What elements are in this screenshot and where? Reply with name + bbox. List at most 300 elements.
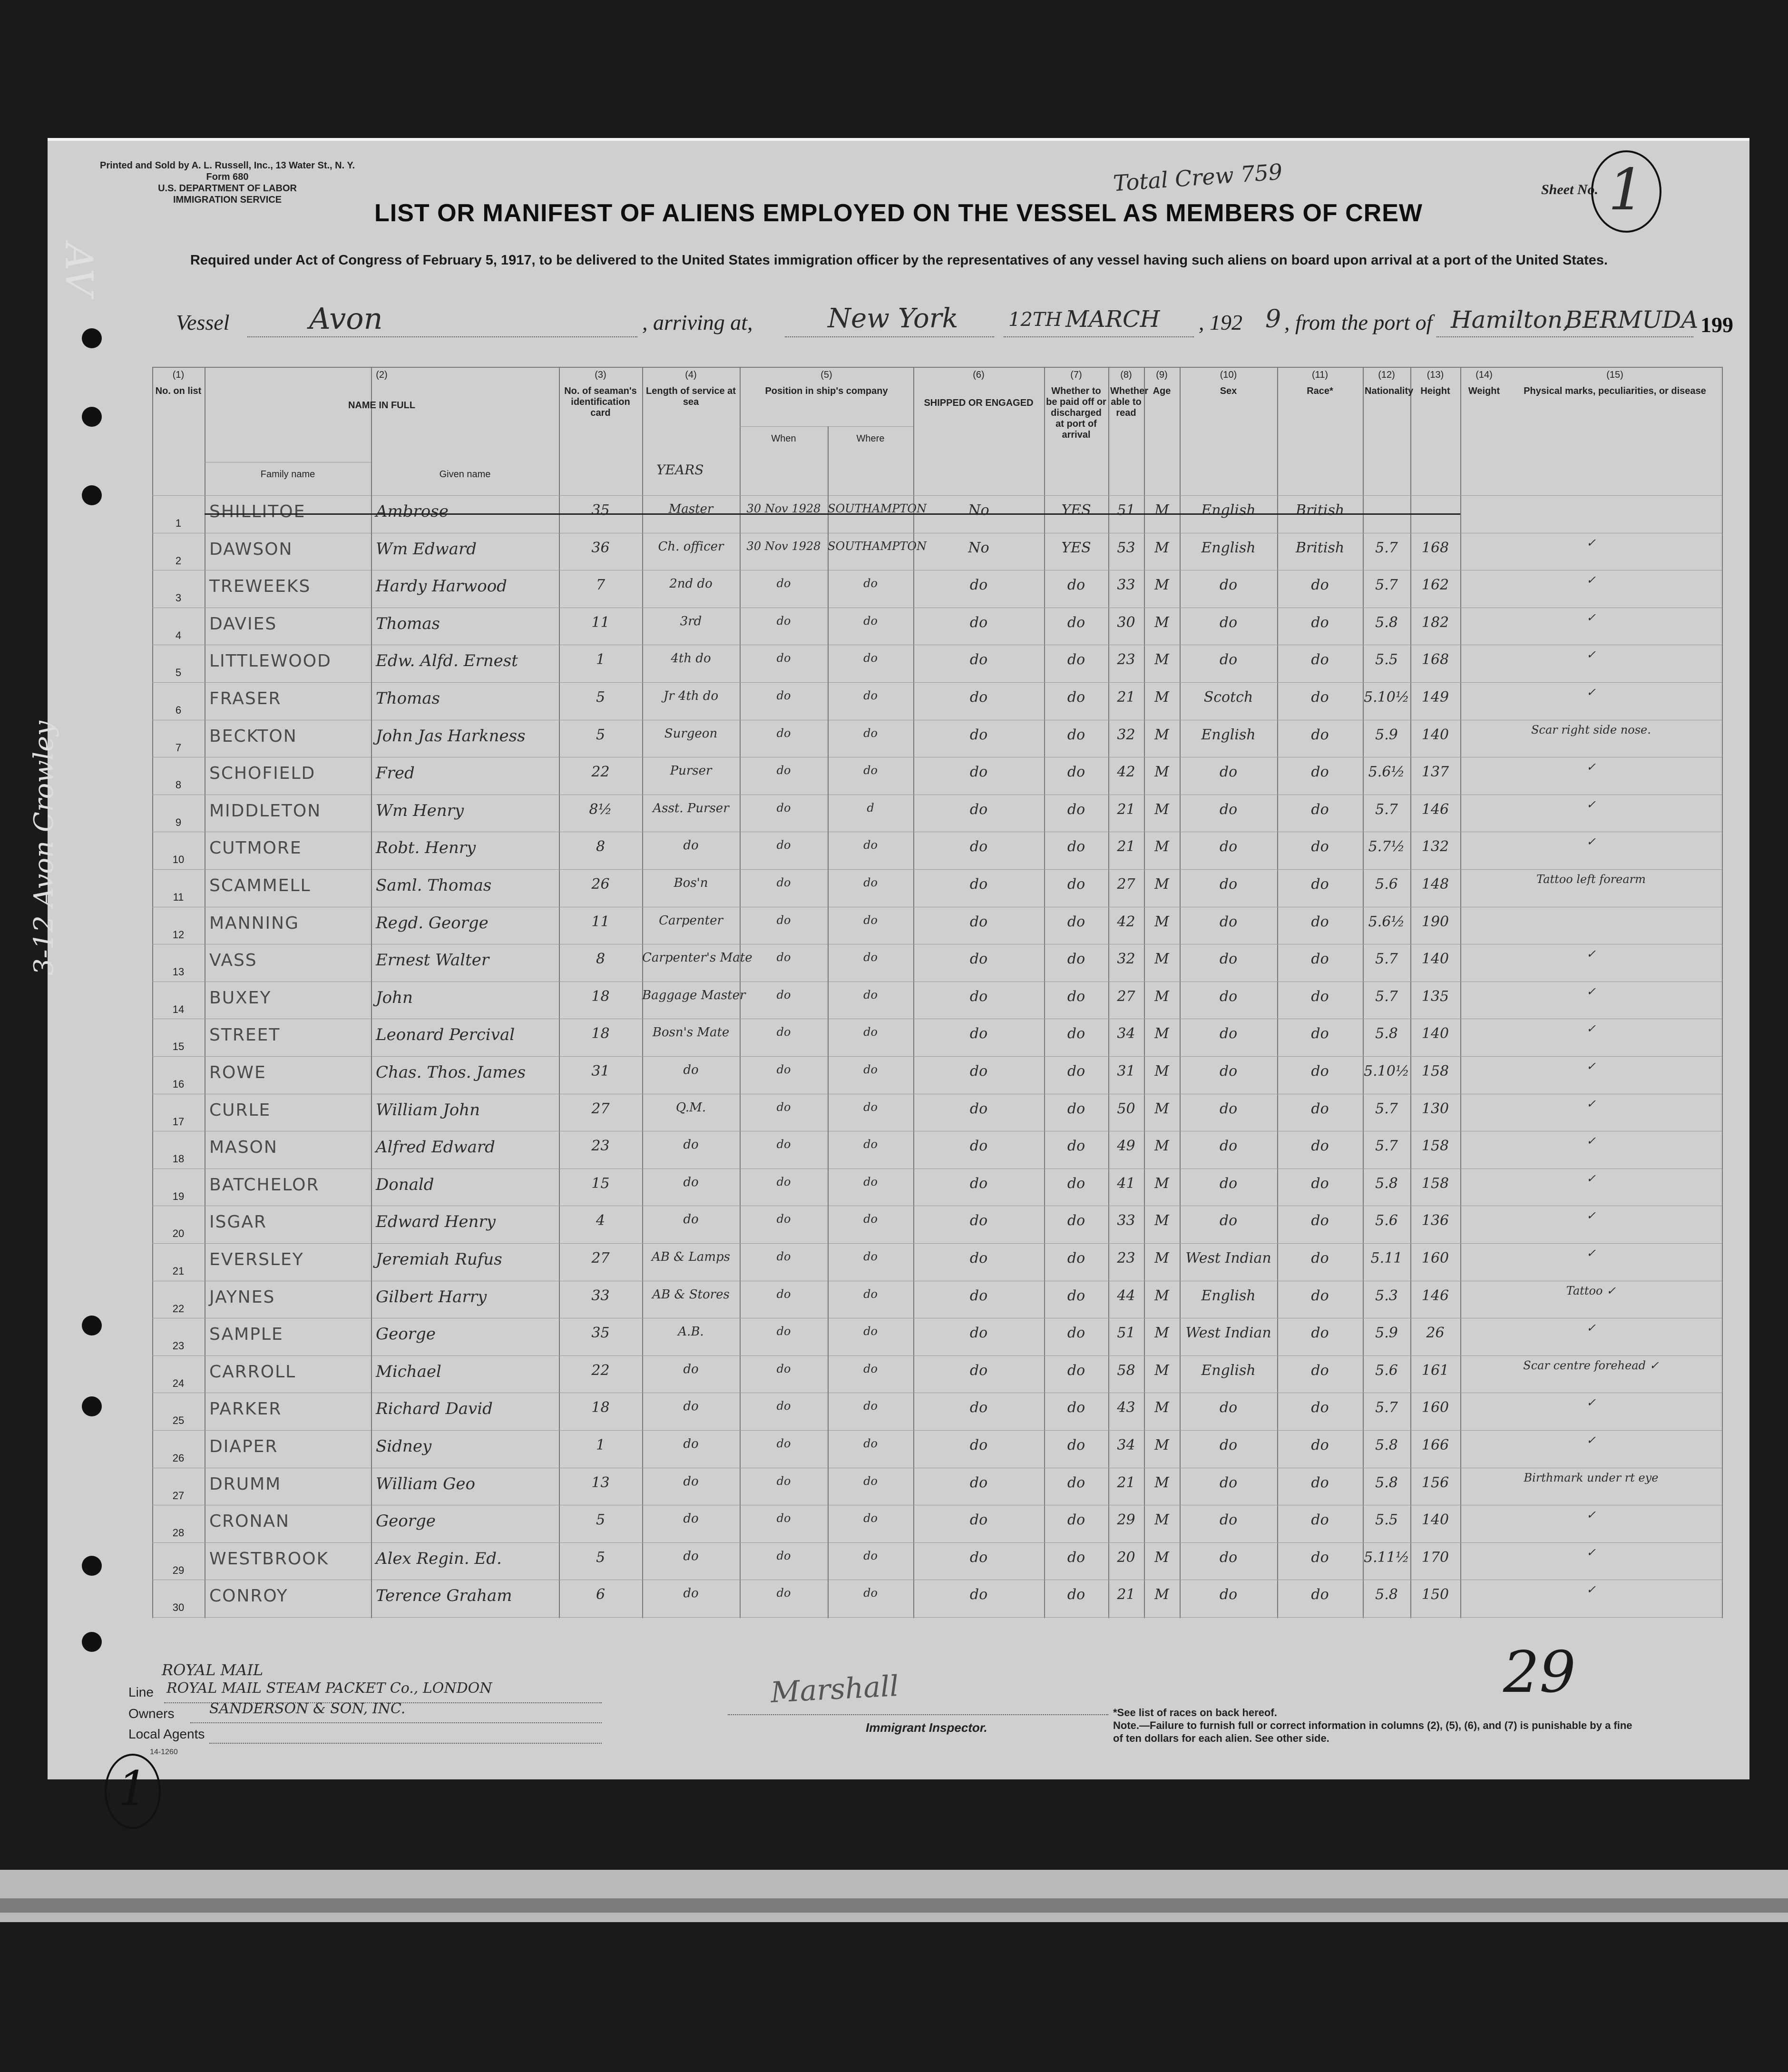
- cell-marks: ✓: [1586, 536, 1596, 550]
- date-underline: [1004, 335, 1194, 337]
- cell-svc: 35: [591, 502, 610, 519]
- cell-paid: do: [969, 689, 988, 706]
- cell-svc: 26: [591, 876, 610, 893]
- cell-svc: 6: [596, 1586, 606, 1603]
- cell-where: SOUTHAMPTON: [828, 502, 927, 515]
- cell-no: 19: [172, 1190, 185, 1202]
- circled-number: 1: [105, 1754, 161, 1829]
- cell-ht: 5.6: [1375, 876, 1398, 893]
- cell-age: 42: [1117, 913, 1135, 930]
- cell-pos: Asst. Purser: [653, 801, 729, 815]
- cell-age: 34: [1117, 1437, 1135, 1453]
- cell-no: 21: [172, 1265, 185, 1277]
- cell-no: 24: [172, 1377, 185, 1389]
- cell-wt: 146: [1421, 1287, 1449, 1304]
- cell-paid: do: [969, 1212, 988, 1229]
- year-prefix: , 192: [1199, 310, 1242, 334]
- cell-paid: No: [968, 502, 989, 519]
- cell-wt: 140: [1421, 726, 1449, 743]
- cell-paid: do: [969, 1138, 988, 1155]
- cell-ht: 5.7: [1375, 1138, 1398, 1155]
- cell-read: do: [1067, 577, 1085, 594]
- cell-svc: 7: [596, 577, 606, 594]
- cell-pos: Ch. officer: [658, 539, 724, 554]
- cell-paid: do: [969, 1100, 988, 1117]
- cell-no: 9: [175, 816, 182, 828]
- sub-header-family: Family name: [260, 469, 315, 480]
- cell-svc: 5: [596, 1512, 606, 1529]
- cell-paid: do: [969, 1175, 988, 1192]
- year-suffix: 9: [1265, 305, 1281, 334]
- cell-wt: 150: [1421, 1586, 1449, 1603]
- table-row: [152, 1056, 1722, 1094]
- sheet-label: Sheet No.: [1541, 182, 1598, 197]
- cell-when: do: [776, 651, 791, 665]
- owners-value: SANDERSON & SON, INC.: [209, 1700, 406, 1717]
- cell-sex: M: [1154, 838, 1169, 855]
- cell-paid: do: [969, 1512, 988, 1529]
- cell-marks: Birthmark under rt eye: [1524, 1471, 1659, 1484]
- cell-family: DAWSON: [209, 539, 293, 559]
- column-header: No. on list: [155, 386, 202, 396]
- column-number: (2): [376, 370, 388, 380]
- cell-pos: do: [683, 1474, 699, 1489]
- cell-read: do: [1067, 1138, 1085, 1155]
- cell-nat: do: [1311, 913, 1329, 930]
- cell-no: 16: [172, 1078, 185, 1090]
- cell-given: Leonard Percival: [376, 1025, 515, 1045]
- cell-ht: 5.7½: [1368, 838, 1405, 855]
- cell-marks: ✓: [1586, 1396, 1596, 1410]
- cell-when: do: [776, 1250, 791, 1263]
- cell-race: do: [1219, 1474, 1238, 1491]
- cell-given: Ambrose: [376, 502, 449, 521]
- sub-header-when: When: [771, 433, 796, 444]
- cell-svc: 1: [596, 651, 606, 668]
- column-header: NAME IN FULL: [348, 400, 416, 411]
- cell-family: STREET: [209, 1025, 281, 1045]
- cell-read: do: [1067, 614, 1085, 631]
- cell-wt: 26: [1426, 1325, 1445, 1342]
- cell-given: Robt. Henry: [376, 838, 476, 858]
- cell-no: 20: [172, 1227, 185, 1240]
- cell-family: SCAMMELL: [209, 876, 311, 895]
- cell-read: do: [1067, 1325, 1085, 1342]
- cell-wt: 160: [1421, 1399, 1449, 1416]
- cell-read: YES: [1061, 502, 1091, 519]
- cell-wt: 182: [1421, 614, 1449, 631]
- cell-family: SHILLITOE: [209, 502, 306, 521]
- cell-nat: do: [1311, 1437, 1329, 1453]
- cell-paid: do: [969, 1025, 988, 1042]
- cell-race: English: [1201, 1287, 1256, 1304]
- cell-family: ISGAR: [209, 1212, 267, 1232]
- owners-underline: [190, 1721, 602, 1723]
- cell-nat: do: [1311, 1325, 1329, 1342]
- cell-svc: 18: [591, 988, 610, 1005]
- from-country: BERMUDA: [1565, 306, 1699, 334]
- page-subtitle: Required under Act of Congress of February 5, 1917, to be delivered to the United States immigration officer by the representatives of any vessel having such aliens on board upon arrival at a port of the United States.: [190, 253, 1608, 268]
- punch-hole: [82, 485, 102, 505]
- cell-no: 26: [172, 1452, 185, 1464]
- cell-ht: 5.7: [1375, 577, 1398, 594]
- cell-pos: Purser: [670, 764, 712, 778]
- cell-no: 27: [172, 1489, 185, 1502]
- cell-sex: M: [1154, 764, 1169, 781]
- line-label: Line: [128, 1685, 154, 1699]
- cell-nat: do: [1311, 1362, 1329, 1379]
- cell-when: do: [776, 1474, 791, 1488]
- cell-nat: do: [1311, 838, 1329, 855]
- cell-paid: No: [968, 539, 989, 556]
- cell-age: 32: [1117, 726, 1135, 743]
- cell-no: 5: [175, 667, 182, 679]
- cell-family: DIAPER: [209, 1437, 278, 1456]
- cell-pos: do: [683, 1512, 699, 1526]
- cell-marks: Tattoo ✓: [1566, 1284, 1616, 1297]
- cell-where: do: [863, 1325, 878, 1338]
- sub-header-given: Given name: [439, 469, 491, 480]
- cell-given: Chas. Thos. James: [376, 1063, 526, 1082]
- table-row: [152, 907, 1722, 944]
- cell-age: 49: [1117, 1138, 1135, 1155]
- cell-age: 33: [1117, 1212, 1135, 1229]
- cell-given: George: [376, 1512, 436, 1531]
- cell-given: Thomas: [376, 689, 440, 708]
- cell-read: do: [1067, 1025, 1085, 1042]
- column-number: (1): [172, 370, 185, 380]
- cell-where: do: [863, 1362, 878, 1375]
- cell-read: do: [1067, 1586, 1085, 1603]
- cell-wt: 130: [1421, 1100, 1449, 1117]
- cell-wt: 168: [1421, 651, 1449, 668]
- cell-age: 43: [1117, 1399, 1135, 1416]
- cell-race: Scotch: [1203, 689, 1253, 706]
- table-row: [152, 1243, 1722, 1281]
- cell-given: Edw. Alfd. Ernest: [376, 651, 518, 671]
- cell-age: 21: [1117, 838, 1135, 855]
- cell-svc: 5: [596, 1549, 606, 1566]
- cell-ht: 5.3: [1375, 1287, 1398, 1304]
- table-row: [152, 720, 1722, 757]
- inspector-label: Immigrant Inspector.: [866, 1720, 987, 1735]
- cell-age: 21: [1117, 1474, 1135, 1491]
- cell-ht: 5.10½: [1364, 689, 1409, 706]
- cell-age: 20: [1117, 1549, 1135, 1566]
- vessel-underline: [247, 335, 637, 337]
- cell-svc: 11: [591, 614, 610, 631]
- cell-paid: do: [969, 951, 988, 968]
- cell-marks: ✓: [1586, 1545, 1596, 1559]
- cell-pos: 2nd do: [669, 577, 713, 591]
- cell-no: 30: [172, 1601, 185, 1614]
- cell-pos: do: [683, 1175, 699, 1189]
- cell-paid: do: [969, 801, 988, 818]
- cell-when: do: [776, 1175, 791, 1188]
- arrival-month: MARCH: [1065, 306, 1160, 333]
- cell-pos: Jr 4th do: [663, 689, 719, 703]
- cell-pos: Master: [668, 502, 713, 516]
- cell-race: do: [1219, 876, 1238, 893]
- cell-given: Gilbert Harry: [376, 1287, 487, 1306]
- cell-when: 30 Nov 1928: [746, 539, 821, 553]
- royal-mail-note: ROYAL MAIL: [162, 1661, 264, 1679]
- cell-age: 58: [1117, 1362, 1135, 1379]
- cell-paid: do: [969, 1437, 988, 1453]
- cell-read: do: [1067, 726, 1085, 743]
- table-row: [152, 1281, 1722, 1318]
- cell-sex: M: [1154, 951, 1169, 968]
- cell-pos: Carpenter's Mate: [642, 951, 752, 965]
- inspector-signature: Marshall: [770, 1669, 900, 1710]
- table-row: [152, 645, 1722, 682]
- line-value: ROYAL MAIL STEAM PACKET Co., LONDON: [166, 1680, 492, 1697]
- cell-family: CRONAN: [209, 1512, 290, 1532]
- cell-pos: 4th do: [671, 651, 711, 666]
- cell-ht: 5.8: [1375, 1474, 1398, 1491]
- cell-sex: M: [1154, 1437, 1169, 1453]
- cell-ht: 5.8: [1375, 1437, 1398, 1453]
- cell-marks: ✓: [1586, 1321, 1596, 1335]
- cell-race: English: [1201, 502, 1256, 519]
- cell-family: SCHOFIELD: [209, 764, 316, 784]
- cell-marks: ✓: [1586, 1247, 1596, 1260]
- cell-race: West Indian: [1185, 1325, 1271, 1342]
- cell-nat: do: [1311, 1250, 1329, 1267]
- cell-sex: M: [1154, 1175, 1169, 1192]
- cell-pos: 3rd: [680, 614, 702, 628]
- cell-ht: 5.7: [1375, 951, 1398, 968]
- cell-race: do: [1219, 1586, 1238, 1603]
- cell-wt: 136: [1421, 1212, 1449, 1229]
- cell-pos: do: [683, 1362, 699, 1376]
- cell-marks: ✓: [1586, 947, 1596, 961]
- cell-sex: M: [1154, 1100, 1169, 1117]
- cell-race: English: [1201, 539, 1256, 556]
- cell-nat: do: [1311, 651, 1329, 668]
- column-header: Height: [1420, 386, 1450, 396]
- cell-sex: M: [1154, 913, 1169, 930]
- printer-line: Form 680: [206, 172, 249, 182]
- cell-race: do: [1219, 1025, 1238, 1042]
- cell-ht: 5.7: [1375, 1100, 1398, 1117]
- footnote: [1113, 1706, 1636, 1745]
- cell-pos: A.B.: [678, 1325, 704, 1339]
- arriving-port: New York: [828, 303, 958, 334]
- cell-ht: 5.6½: [1368, 764, 1405, 781]
- cell-paid: do: [969, 614, 988, 631]
- cell-ht: 5.9: [1375, 1325, 1398, 1342]
- table-row: [152, 1169, 1722, 1206]
- cell-when: do: [776, 988, 791, 1002]
- cell-race: do: [1219, 1512, 1238, 1529]
- cell-given: Fred: [376, 764, 415, 783]
- cell-nat: do: [1311, 1212, 1329, 1229]
- cell-marks: Tattoo left forearm: [1536, 873, 1646, 886]
- cell-when: do: [776, 1325, 791, 1338]
- cell-ht: 5.5: [1375, 1512, 1398, 1529]
- cell-read: do: [1067, 913, 1085, 930]
- table-row: [152, 1094, 1722, 1131]
- cell-age: 30: [1117, 614, 1135, 631]
- table-row: [152, 1318, 1722, 1355]
- cell-paid: do: [969, 1586, 988, 1603]
- page-title: LIST OR MANIFEST OF ALIENS EMPLOYED ON THE VESSEL AS MEMBERS OF CREW: [374, 199, 1423, 227]
- cell-sex: M: [1154, 1399, 1169, 1416]
- cell-sex: M: [1154, 988, 1169, 1005]
- cell-where: do: [863, 1586, 878, 1600]
- cell-sex: M: [1154, 876, 1169, 893]
- film-strip: [0, 1870, 1788, 1922]
- cell-marks: ✓: [1586, 648, 1596, 662]
- cell-svc: 15: [591, 1175, 610, 1192]
- table-row: [152, 869, 1722, 907]
- cell-wt: 137: [1421, 764, 1449, 781]
- cell-wt: 156: [1421, 1474, 1449, 1491]
- manifest-table: [152, 367, 1722, 1618]
- cell-no: 29: [172, 1564, 185, 1576]
- cell-where: do: [863, 1175, 878, 1188]
- from-label: , from the port of: [1284, 310, 1433, 334]
- cell-sex: M: [1154, 1325, 1169, 1342]
- cell-paid: do: [969, 1362, 988, 1379]
- table-row: [152, 1355, 1722, 1393]
- cell-pos: do: [683, 838, 699, 853]
- cell-family: ROWE: [209, 1063, 266, 1082]
- margin-tag: AV: [57, 243, 101, 296]
- cell-pos: do: [683, 1586, 699, 1601]
- cell-sex: M: [1154, 651, 1169, 668]
- cell-where: do: [863, 577, 878, 590]
- cell-given: Alex Regin. Ed.: [376, 1549, 502, 1568]
- cell-nat: do: [1311, 1549, 1329, 1566]
- table-row: [152, 1468, 1722, 1505]
- film-strip-edge: [0, 1898, 1788, 1913]
- cell-read: YES: [1061, 539, 1091, 556]
- cell-pos: Baggage Master: [642, 988, 746, 1002]
- cell-ht: 5.11: [1370, 1250, 1403, 1267]
- cell-given: Thomas: [376, 614, 440, 633]
- vessel-line: [176, 301, 1699, 338]
- cell-read: do: [1067, 1100, 1085, 1117]
- cell-age: 21: [1117, 689, 1135, 706]
- cell-when: do: [776, 1100, 791, 1114]
- column-rule: [1722, 367, 1723, 1618]
- cell-family: SAMPLE: [209, 1325, 283, 1345]
- cell-sex: M: [1154, 614, 1169, 631]
- cell-race: do: [1219, 1549, 1238, 1566]
- cell-where: SOUTHAMPTON: [828, 539, 927, 553]
- cell-sex: M: [1154, 1474, 1169, 1491]
- cell-where: do: [863, 988, 878, 1002]
- cell-age: 50: [1117, 1100, 1135, 1117]
- cell-pos: Bosn's Mate: [652, 1025, 730, 1040]
- column-header: Nationality: [1365, 386, 1414, 396]
- footnote-races: *See list of races on back hereof.: [1113, 1707, 1277, 1718]
- cell-when: do: [776, 689, 791, 702]
- cell-nat: do: [1311, 1586, 1329, 1603]
- cell-when: do: [776, 1586, 791, 1600]
- cell-paid: do: [969, 1549, 988, 1566]
- cell-race: do: [1219, 651, 1238, 668]
- cell-pos: do: [683, 1212, 699, 1227]
- cell-when: do: [776, 1512, 791, 1525]
- cell-marks: Scar right side nose.: [1531, 723, 1651, 736]
- cell-given: John Jas Harkness: [376, 726, 526, 746]
- cell-nat: British: [1295, 502, 1345, 519]
- cell-read: do: [1067, 651, 1085, 668]
- cell-wt: 140: [1421, 1025, 1449, 1042]
- column-header: Age: [1153, 386, 1171, 396]
- column-number: (10): [1220, 370, 1237, 380]
- cell-sex: M: [1154, 1212, 1169, 1229]
- cell-paid: do: [969, 726, 988, 743]
- cell-when: do: [776, 913, 791, 927]
- cell-race: do: [1219, 614, 1238, 631]
- cell-pos: AB & Lamps: [652, 1250, 730, 1264]
- cell-race: do: [1219, 988, 1238, 1005]
- arrival-day: 12TH: [1008, 309, 1062, 331]
- cell-pos: do: [683, 1399, 699, 1414]
- cell-where: do: [863, 1549, 878, 1562]
- cell-marks: ✓: [1586, 573, 1596, 587]
- cell-read: do: [1067, 1212, 1085, 1229]
- cell-ht: 5.7: [1375, 539, 1398, 556]
- cell-age: 31: [1117, 1063, 1135, 1080]
- cell-nat: do: [1311, 764, 1329, 781]
- punch-hole: [82, 1316, 102, 1336]
- cell-no: 23: [172, 1340, 185, 1352]
- cell-no: 15: [172, 1041, 185, 1053]
- cell-read: do: [1067, 876, 1085, 893]
- cell-read: do: [1067, 988, 1085, 1005]
- table-row: [152, 757, 1722, 795]
- cell-pos: Bos'n: [674, 876, 708, 890]
- cell-ht: 5.8: [1375, 614, 1398, 631]
- table-row: [152, 1131, 1722, 1169]
- cell-wt: 166: [1421, 1437, 1449, 1453]
- cell-marks: ✓: [1586, 1060, 1596, 1073]
- cell-sex: M: [1154, 577, 1169, 594]
- cell-no: 11: [173, 891, 184, 903]
- punch-hole: [82, 1556, 102, 1576]
- cell-given: Richard David: [376, 1399, 493, 1419]
- cell-race: do: [1219, 1138, 1238, 1155]
- cell-race: English: [1201, 1362, 1256, 1379]
- cell-given: Michael: [376, 1362, 441, 1381]
- cell-race: do: [1219, 1063, 1238, 1080]
- table-row: [152, 1019, 1722, 1056]
- cell-ht: 5.6: [1375, 1212, 1398, 1229]
- column-number: (12): [1378, 370, 1395, 380]
- cell-marks: ✓: [1586, 1209, 1596, 1223]
- column-number: (4): [685, 370, 697, 380]
- cell-marks: ✓: [1586, 1097, 1596, 1110]
- cell-where: do: [863, 1212, 878, 1226]
- cell-when: do: [776, 577, 791, 590]
- cell-nat: do: [1311, 1063, 1329, 1080]
- cell-nat: do: [1311, 1100, 1329, 1117]
- column-number: (6): [973, 370, 985, 380]
- cell-wt: 161: [1421, 1362, 1449, 1379]
- cell-svc: 33: [591, 1287, 610, 1304]
- cell-marks: ✓: [1586, 835, 1596, 849]
- cell-when: do: [776, 726, 791, 740]
- cell-age: 32: [1117, 951, 1135, 968]
- cell-given: William Geo: [376, 1474, 475, 1493]
- cell-age: 44: [1117, 1287, 1135, 1304]
- cell-ht: 5.6½: [1368, 913, 1405, 930]
